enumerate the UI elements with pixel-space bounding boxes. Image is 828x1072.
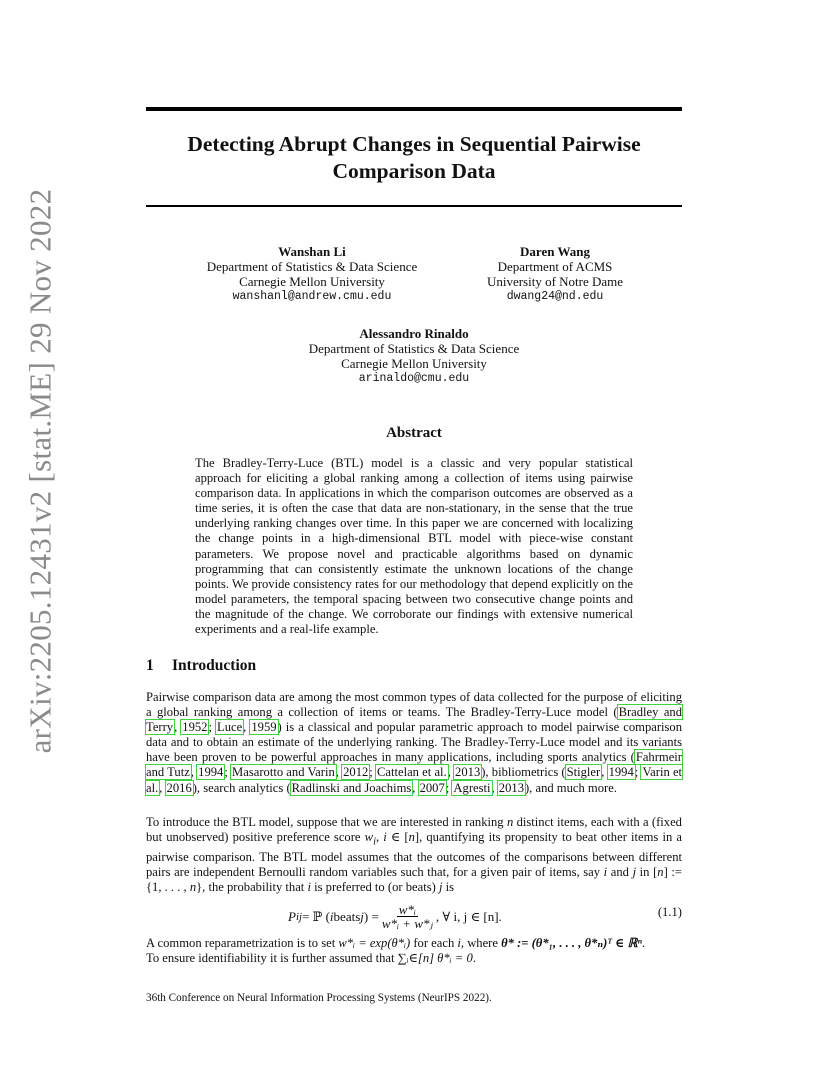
text-run: ; <box>634 765 642 780</box>
citation-link[interactable]: 1994 <box>198 765 224 780</box>
text-run: }, the probability that <box>196 879 308 894</box>
text-run: , where <box>460 936 502 950</box>
text-run: and <box>607 864 633 879</box>
text-run: , <box>412 780 419 795</box>
author-block <box>470 244 640 304</box>
citation-link[interactable]: Stigler <box>566 765 601 780</box>
math-variable: i <box>603 864 608 879</box>
author-institution: Carnegie Mellon University <box>239 274 385 289</box>
math-text: ) = <box>363 909 379 924</box>
author-email: wanshanl@andrew.cmu.edu <box>232 290 392 303</box>
math-variable: w <box>364 830 374 845</box>
citation-link[interactable]: Bradley and Terry <box>146 705 683 735</box>
math-variable: j <box>360 909 364 924</box>
text-run: To introduce the BTL model, suppose that we are interested in ranking <box>146 815 507 829</box>
citation-link[interactable]: Masarotto and Varin <box>232 765 335 780</box>
text-run: , <box>190 765 198 780</box>
math-variable: i <box>329 909 334 924</box>
author-institution: Carnegie Mellon University <box>341 356 487 371</box>
equation-1-1 <box>146 899 682 935</box>
math-variable: n <box>189 879 197 894</box>
text-run: ; <box>224 765 232 780</box>
author-department: Department of Statistics & Data Science <box>206 259 418 274</box>
math-text: , ∀ i, j ∈ [n]. <box>435 909 502 924</box>
author-block <box>290 326 538 386</box>
conference-footnote: 36th Conference on Neural Information Processing Systems (NeurIPS 2022). <box>146 992 492 1004</box>
math-variable: n <box>408 830 415 845</box>
text-run: distinct items, each with a (fixed but unobserved) positive preference score <box>146 815 682 845</box>
text-run: is preferred to (or beats) <box>310 879 439 894</box>
text-run: To ensure identifiability it is further assumed that <box>146 951 398 966</box>
text-run: . <box>472 951 476 966</box>
citation-link[interactable]: Varin et al. <box>146 765 683 795</box>
title-line-1: Detecting Abrupt Changes in Sequential Pairwise <box>187 132 641 156</box>
math-inline: ∑ᵢ∈[n] θ*ᵢ = 0 <box>397 951 473 966</box>
equation-body <box>288 903 502 931</box>
text-run: ) is a classical and popular parametric approach to model pairwise comparison data and to obtain an estimate of the underlying ranking. The Bradley-Terry-Luce model and its variants have been proven to be powerful approaches in many applications, including sports analytics ( <box>146 720 683 765</box>
intro-paragraph-3 <box>146 936 682 966</box>
citation-link[interactable]: 2013 <box>498 780 524 795</box>
author-institution: University of Notre Dame <box>486 274 624 289</box>
citation-link[interactable]: 2013 <box>455 765 481 780</box>
fraction-denominator: w*ᵢ + w*ⱼ <box>381 916 433 931</box>
text-run: , <box>243 720 251 735</box>
section-title: Introduction <box>172 657 257 674</box>
equation-number: (1.1) <box>657 905 682 919</box>
text-run: for each <box>410 936 458 950</box>
paragraph-line <box>146 951 682 966</box>
citation-link[interactable]: Luce <box>217 720 243 735</box>
citation-link[interactable]: 1952 <box>182 720 208 735</box>
author-name: Wanshan Li <box>278 244 346 259</box>
text-run: ), search analytics ( <box>192 780 291 795</box>
citation-link[interactable]: 1959 <box>251 720 277 735</box>
text-run: Pairwise comparison data are among the most common types of data collected for the purpose of eliciting a global ranking among a collection of items or teams. The Bradley-Terry-Luce model ( <box>146 690 682 720</box>
citation-link[interactable]: Radlinski and Joachims <box>291 780 412 795</box>
section-number: 1 <box>146 657 154 674</box>
paragraph-line <box>146 936 682 951</box>
citation-link[interactable]: 1994 <box>608 765 634 780</box>
text-run: , <box>174 720 182 735</box>
text-run: ), and much more. <box>524 780 617 795</box>
math-variable: j <box>632 864 637 879</box>
text-run: ∈ [ <box>386 830 409 845</box>
math-variable: i <box>383 830 387 845</box>
math-variable: n <box>657 864 664 879</box>
author-name: Daren Wang <box>520 244 590 259</box>
math-text: beats <box>333 909 361 924</box>
math-text: = ℙ ( <box>301 909 330 924</box>
intro-paragraph-2 <box>146 815 682 895</box>
title-rule-top <box>146 107 682 111</box>
fraction-numerator: w*ᵢ <box>398 902 416 917</box>
abstract-text: The Bradley-Terry-Luce (BTL) model is a classic and very popular statistical approach for eliciting a global ranking among a collection of items using pairwise comparison data. In applications in which the comparison outcomes are observed as a time series, it is often the case that data are non-stationary, in the sense that the true underlying ranking changes over time. In this paper we are concerned with localizing the change points in a high-dimensional BTL model with piece-wise constant parameters. We propose novel and practicable algorithms based on dynamic programming that can consistently estimate the unknown locations of the change points. We provide consistency rates for our methodology that depend explicitly on the model parameters, the temporal spacing between two consecutive change points and the magnitude of the change. We corroborate our findings with extensive numerical experiments and a real-life example. <box>195 456 633 637</box>
math-inline: θ* := (θ*₁, . . . , θ*ₙ)ᵀ ∈ ℝⁿ <box>501 936 642 950</box>
text-run: A common reparametrization is to set <box>146 936 339 950</box>
text-run: , <box>601 765 608 780</box>
abstract-heading: Abstract <box>386 425 442 441</box>
text-run: , <box>335 765 343 780</box>
citation-link[interactable]: 2016 <box>166 780 192 795</box>
text-run: , <box>447 765 455 780</box>
author-department: Department of ACMS <box>497 259 613 274</box>
citation-link[interactable]: Cattelan et al. <box>377 765 447 780</box>
title-rule-bottom <box>146 205 682 207</box>
math-variable: i <box>457 936 461 950</box>
intro-paragraph-1 <box>146 690 682 796</box>
math-variable: i <box>307 879 311 894</box>
math-variable: j <box>438 879 443 894</box>
math-inline: w*ᵢ = exp(θ*ᵢ) <box>338 936 411 950</box>
text-run: is <box>442 879 454 894</box>
text-run: , <box>491 780 498 795</box>
text-run: ; <box>445 780 453 795</box>
text-run: , <box>375 830 384 845</box>
citation-link[interactable]: 2007 <box>419 780 445 795</box>
math-subscript: ij <box>295 911 302 923</box>
paper-title <box>146 131 682 185</box>
author-name: Alessandro Rinaldo <box>359 326 469 341</box>
author-email: arinaldo@cmu.edu <box>358 372 470 385</box>
fraction <box>382 903 433 931</box>
author-department: Department of Statistics & Data Science <box>308 341 520 356</box>
text-run: ; <box>369 765 376 780</box>
text-run: , <box>159 780 166 795</box>
author-block <box>190 244 434 304</box>
title-line-2: Comparison Data <box>332 159 496 183</box>
text-run: in [ <box>636 864 658 879</box>
text-run: ] := {1, . . . , <box>146 864 682 894</box>
arxiv-stamp-text: arXiv:2205.12431v2 [stat.ME] 29 Nov 2022 <box>22 188 57 754</box>
text-run: . <box>641 936 645 950</box>
section-heading <box>146 657 256 675</box>
citation-link[interactable]: Fahrmeir and Tutz <box>146 750 682 780</box>
text-run: ), bibliometrics ( <box>481 765 566 780</box>
text-run: ; <box>208 720 216 735</box>
text-run: ], quantifying its propensity to beat other items in a pairwise comparison. The BTL model assumes that the outcomes of the comparisons between different pairs are independent Bernoulli random variables such that, for a given pair of items, say <box>146 830 682 879</box>
math-subscript: i <box>373 836 376 848</box>
citation-link[interactable]: 2012 <box>343 765 369 780</box>
citation-link[interactable]: Agresti <box>453 780 491 795</box>
math-variable: P <box>288 909 296 924</box>
author-email: dwang24@nd.edu <box>506 290 604 303</box>
math-variable: n <box>506 815 514 829</box>
arxiv-stamp <box>20 188 60 754</box>
